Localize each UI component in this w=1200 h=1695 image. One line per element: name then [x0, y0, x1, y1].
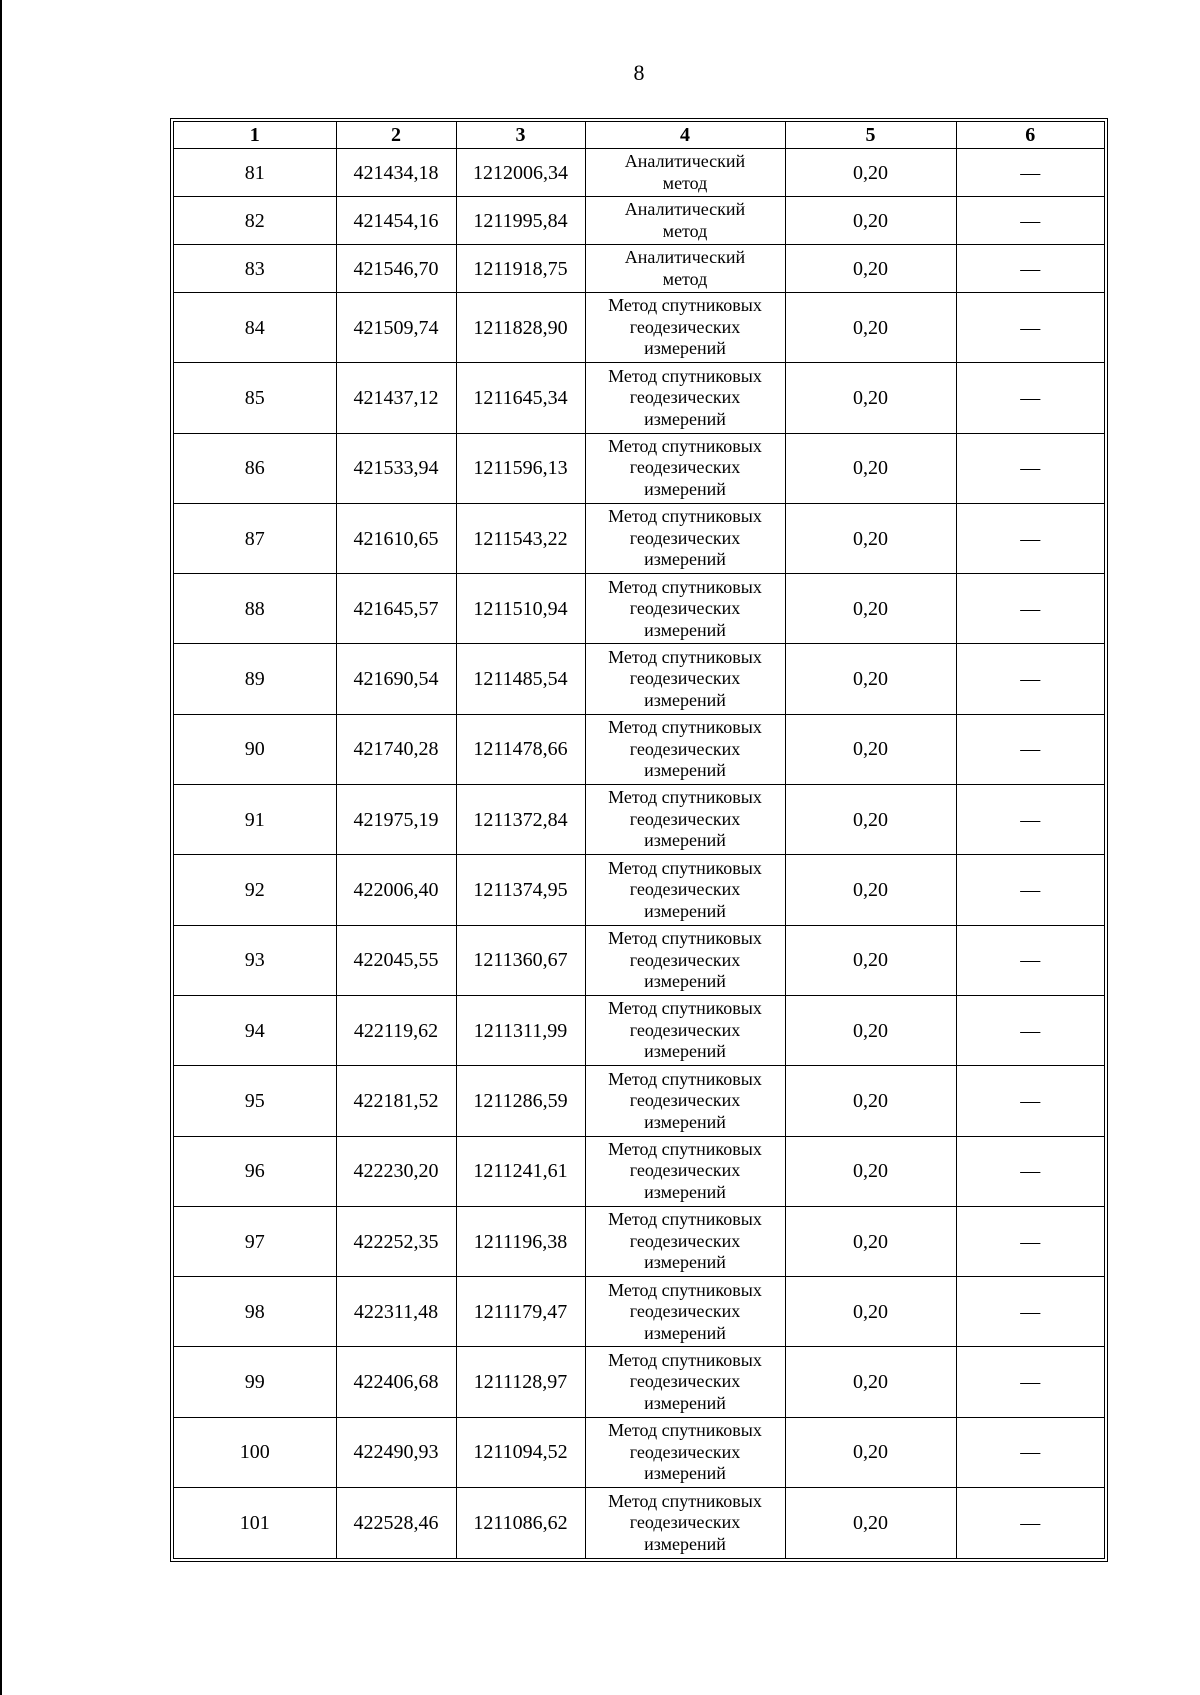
cell-coordinate-x: 421437,12: [336, 363, 456, 433]
cell-method: Метод спутниковых геодезических измерений: [585, 433, 785, 503]
cell-point-number: 96: [174, 1136, 336, 1206]
cell-accuracy: 0,20: [785, 363, 956, 433]
cell-coordinate-x: 422252,35: [336, 1206, 456, 1276]
table-row: [174, 363, 1104, 433]
cell-note: —: [956, 503, 1104, 573]
cell-method: Метод спутниковых геодезических измерений: [585, 1136, 785, 1206]
cell-coordinate-x: 422230,20: [336, 1136, 456, 1206]
cell-accuracy: 0,20: [785, 644, 956, 714]
cell-coordinate-y: 1211360,67: [456, 925, 585, 995]
cell-point-number: 83: [174, 245, 336, 293]
cell-coordinate-x: 421533,94: [336, 433, 456, 503]
cell-method: Аналитический метод: [585, 245, 785, 293]
cell-accuracy: 0,20: [785, 1066, 956, 1136]
cell-coordinate-y: 1211196,38: [456, 1206, 585, 1276]
cell-point-number: 92: [174, 855, 336, 925]
cell-point-number: 93: [174, 925, 336, 995]
cell-coordinate-x: 421454,16: [336, 197, 456, 245]
cell-note: —: [956, 363, 1104, 433]
table-row: [174, 149, 1104, 197]
cell-point-number: 95: [174, 1066, 336, 1136]
cell-point-number: 82: [174, 197, 336, 245]
cell-note: —: [956, 925, 1104, 995]
cell-accuracy: 0,20: [785, 714, 956, 784]
cell-point-number: 88: [174, 574, 336, 644]
cell-coordinate-y: 1211179,47: [456, 1277, 585, 1347]
cell-note: —: [956, 433, 1104, 503]
cell-accuracy: 0,20: [785, 197, 956, 245]
cell-coordinate-y: 1211828,90: [456, 293, 585, 363]
cell-note: —: [956, 714, 1104, 784]
table: [174, 122, 1104, 1558]
cell-accuracy: 0,20: [785, 785, 956, 855]
cell-note: —: [956, 1206, 1104, 1276]
cell-accuracy: 0,20: [785, 574, 956, 644]
cell-note: —: [956, 245, 1104, 293]
table-row: [174, 293, 1104, 363]
cell-note: —: [956, 644, 1104, 714]
cell-point-number: 86: [174, 433, 336, 503]
cell-point-number: 81: [174, 149, 336, 197]
cell-coordinate-y: 1211995,84: [456, 197, 585, 245]
cell-note: —: [956, 1347, 1104, 1417]
cell-point-number: 91: [174, 785, 336, 855]
cell-accuracy: 0,20: [785, 1206, 956, 1276]
cell-accuracy: 0,20: [785, 995, 956, 1065]
cell-accuracy: 0,20: [785, 503, 956, 573]
cell-accuracy: 0,20: [785, 855, 956, 925]
cell-coordinate-x: 422406,68: [336, 1347, 456, 1417]
cell-coordinate-x: 421975,19: [336, 785, 456, 855]
table-row: [174, 995, 1104, 1065]
table-body: [174, 149, 1104, 1558]
cell-coordinate-y: 1211485,54: [456, 644, 585, 714]
cell-method: Метод спутниковых геодезических измерений: [585, 855, 785, 925]
cell-point-number: 97: [174, 1206, 336, 1276]
table-row: [174, 855, 1104, 925]
table-row: [174, 197, 1104, 245]
cell-accuracy: 0,20: [785, 433, 956, 503]
cell-method: Метод спутниковых геодезических измерений: [585, 363, 785, 433]
cell-method: Метод спутниковых геодезических измерений: [585, 574, 785, 644]
cell-method: Метод спутниковых геодезических измерений: [585, 785, 785, 855]
cell-coordinate-x: 421610,65: [336, 503, 456, 573]
cell-method: Метод спутниковых геодезических измерений: [585, 644, 785, 714]
cell-coordinate-y: 1211094,52: [456, 1417, 585, 1487]
cell-coordinate-y: 1211311,99: [456, 995, 585, 1065]
cell-coordinate-y: 1211128,97: [456, 1347, 585, 1417]
cell-coordinate-x: 421740,28: [336, 714, 456, 784]
cell-coordinate-x: 422311,48: [336, 1277, 456, 1347]
cell-accuracy: 0,20: [785, 1488, 956, 1558]
cell-note: —: [956, 855, 1104, 925]
cell-note: —: [956, 574, 1104, 644]
cell-coordinate-y: 1211372,84: [456, 785, 585, 855]
cell-point-number: 90: [174, 714, 336, 784]
table-row: [174, 1417, 1104, 1487]
header-col-4: 4: [585, 122, 785, 149]
coordinates-table: [170, 118, 1108, 1562]
cell-accuracy: 0,20: [785, 293, 956, 363]
header-col-3: 3: [456, 122, 585, 149]
header-col-5: 5: [785, 122, 956, 149]
cell-accuracy: 0,20: [785, 925, 956, 995]
cell-point-number: 84: [174, 293, 336, 363]
cell-coordinate-y: 1211543,22: [456, 503, 585, 573]
cell-note: —: [956, 1417, 1104, 1487]
table-row: [174, 1277, 1104, 1347]
header-row: [174, 122, 1104, 149]
cell-point-number: 100: [174, 1417, 336, 1487]
cell-coordinate-y: 1211596,13: [456, 433, 585, 503]
cell-coordinate-y: 1211286,59: [456, 1066, 585, 1136]
cell-coordinate-x: 421546,70: [336, 245, 456, 293]
header-col-1: 1: [174, 122, 336, 149]
cell-coordinate-y: 1212006,34: [456, 149, 585, 197]
cell-coordinate-y: 1211918,75: [456, 245, 585, 293]
table-row: [174, 644, 1104, 714]
cell-accuracy: 0,20: [785, 1417, 956, 1487]
table-row: [174, 714, 1104, 784]
scan-edge-line: [0, 0, 2, 1695]
table-row: [174, 925, 1104, 995]
cell-point-number: 89: [174, 644, 336, 714]
cell-note: —: [956, 1136, 1104, 1206]
table-header: [174, 122, 1104, 149]
cell-coordinate-x: 421690,54: [336, 644, 456, 714]
cell-point-number: 87: [174, 503, 336, 573]
cell-accuracy: 0,20: [785, 245, 956, 293]
cell-method: Метод спутниковых геодезических измерений: [585, 1347, 785, 1417]
cell-method: Аналитический метод: [585, 149, 785, 197]
cell-method: Метод спутниковых геодезических измерений: [585, 1277, 785, 1347]
cell-coordinate-y: 1211374,95: [456, 855, 585, 925]
table-row: [174, 1206, 1104, 1276]
cell-point-number: 85: [174, 363, 336, 433]
cell-accuracy: 0,20: [785, 1136, 956, 1206]
cell-coordinate-x: 422181,52: [336, 1066, 456, 1136]
table-row: [174, 1488, 1104, 1558]
cell-coordinate-y: 1211510,94: [456, 574, 585, 644]
cell-coordinate-x: 422490,93: [336, 1417, 456, 1487]
cell-accuracy: 0,20: [785, 1277, 956, 1347]
cell-coordinate-x: 421645,57: [336, 574, 456, 644]
table-row: [174, 245, 1104, 293]
cell-note: —: [956, 1066, 1104, 1136]
cell-coordinate-x: 422006,40: [336, 855, 456, 925]
cell-point-number: 98: [174, 1277, 336, 1347]
cell-method: Метод спутниковых геодезических измерений: [585, 503, 785, 573]
cell-note: —: [956, 293, 1104, 363]
cell-method: Метод спутниковых геодезических измерений: [585, 293, 785, 363]
table-row: [174, 1066, 1104, 1136]
cell-coordinate-x: 421434,18: [336, 149, 456, 197]
cell-method: Метод спутниковых геодезических измерений: [585, 714, 785, 784]
cell-method: Метод спутниковых геодезических измерений: [585, 1066, 785, 1136]
cell-note: —: [956, 197, 1104, 245]
table-row: [174, 574, 1104, 644]
cell-point-number: 94: [174, 995, 336, 1065]
page-number: 8: [633, 60, 645, 85]
cell-method: Метод спутниковых геодезических измерений: [585, 1488, 785, 1558]
cell-coordinate-y: 1211645,34: [456, 363, 585, 433]
cell-coordinate-x: 422045,55: [336, 925, 456, 995]
cell-point-number: 101: [174, 1488, 336, 1558]
cell-coordinate-y: 1211241,61: [456, 1136, 585, 1206]
table-row: [174, 1136, 1104, 1206]
table-row: [174, 785, 1104, 855]
header-col-2: 2: [336, 122, 456, 149]
cell-note: —: [956, 785, 1104, 855]
header-col-6: 6: [956, 122, 1104, 149]
cell-note: —: [956, 1488, 1104, 1558]
cell-coordinate-x: 422119,62: [336, 995, 456, 1065]
cell-method: Метод спутниковых геодезических измерений: [585, 1206, 785, 1276]
cell-accuracy: 0,20: [785, 149, 956, 197]
cell-coordinate-y: 1211478,66: [456, 714, 585, 784]
table-row: [174, 503, 1104, 573]
table-row: [174, 433, 1104, 503]
cell-coordinate-y: 1211086,62: [456, 1488, 585, 1558]
cell-method: Аналитический метод: [585, 197, 785, 245]
cell-note: —: [956, 149, 1104, 197]
cell-method: Метод спутниковых геодезических измерений: [585, 925, 785, 995]
cell-note: —: [956, 995, 1104, 1065]
cell-accuracy: 0,20: [785, 1347, 956, 1417]
cell-method: Метод спутниковых геодезических измерений: [585, 1417, 785, 1487]
table-row: [174, 1347, 1104, 1417]
cell-note: —: [956, 1277, 1104, 1347]
cell-method: Метод спутниковых геодезических измерений: [585, 995, 785, 1065]
cell-coordinate-x: 422528,46: [336, 1488, 456, 1558]
cell-coordinate-x: 421509,74: [336, 293, 456, 363]
cell-point-number: 99: [174, 1347, 336, 1417]
